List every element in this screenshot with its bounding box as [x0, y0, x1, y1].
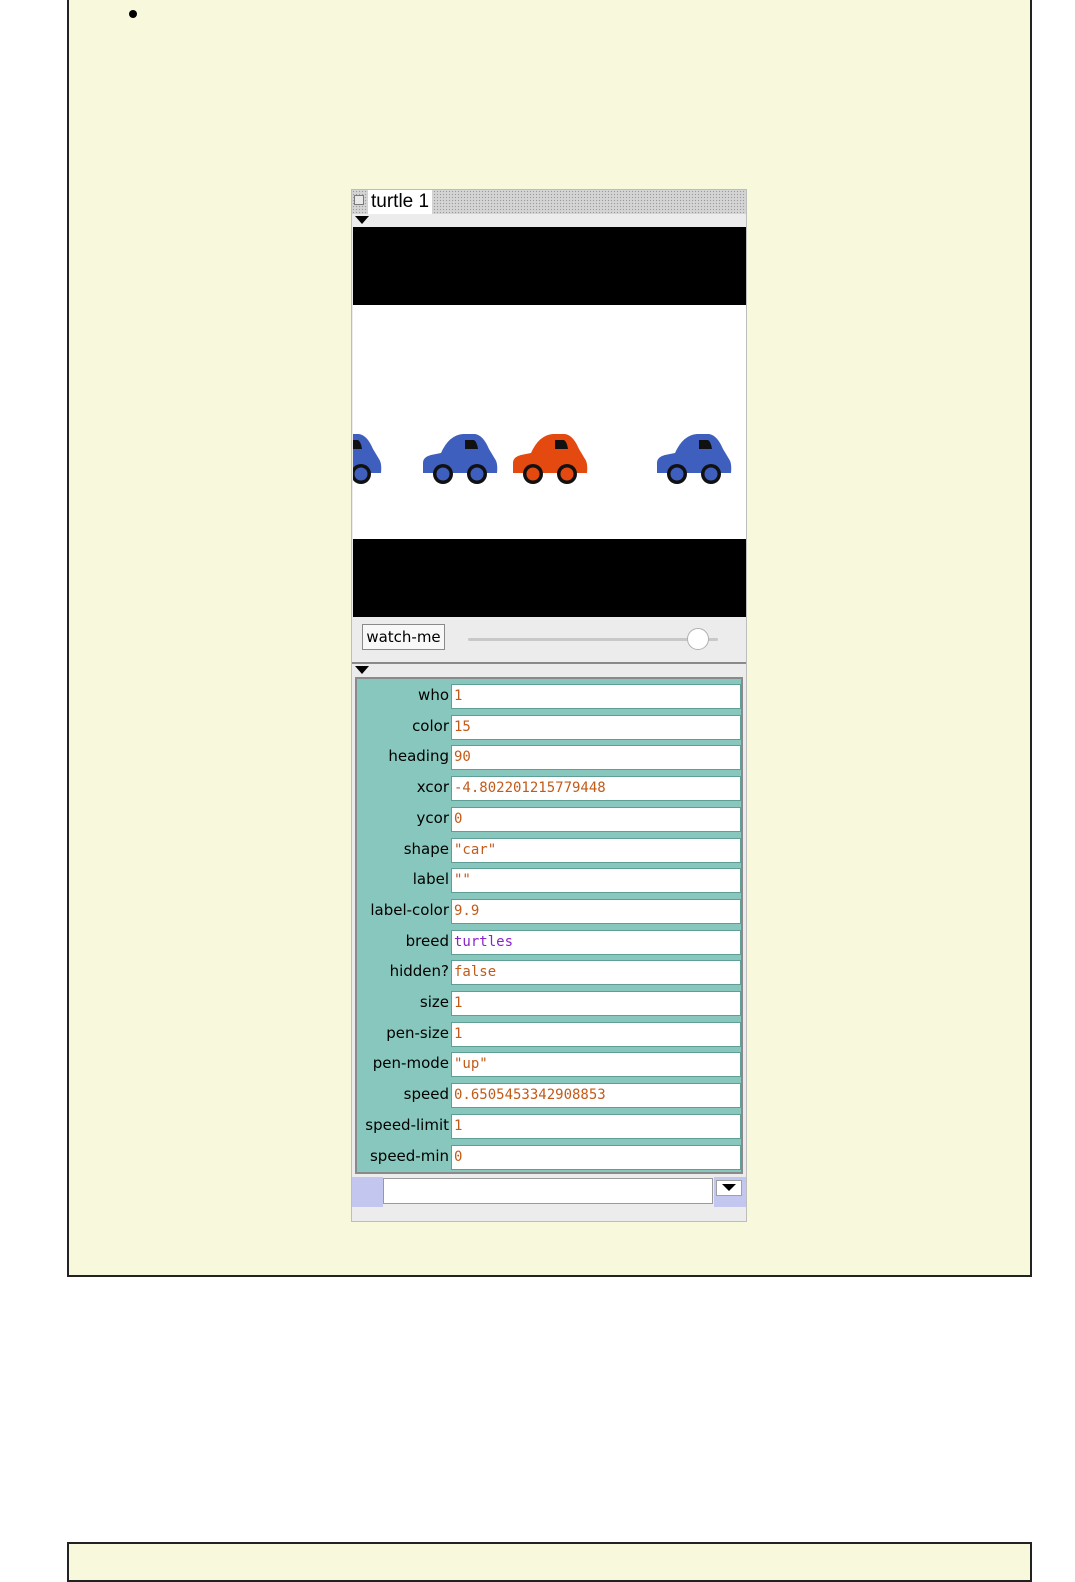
command-prompt-area	[352, 1177, 383, 1207]
variable-row	[357, 1143, 741, 1170]
variable-row	[357, 1050, 741, 1077]
variable-row	[357, 1112, 741, 1139]
variable-value-field[interactable]: 1	[451, 1114, 741, 1139]
watch-me-button[interactable]: watch-me	[362, 624, 445, 650]
variable-row	[357, 1081, 741, 1108]
title-bar[interactable]	[352, 190, 746, 214]
car-turtle[interactable]	[653, 429, 733, 493]
variable-label: shape	[403, 839, 449, 858]
variable-row	[357, 836, 741, 863]
variable-label: label	[412, 870, 449, 889]
variable-row	[357, 713, 741, 740]
command-history-area	[714, 1177, 746, 1207]
variable-label: speed	[403, 1085, 449, 1104]
turtle-view[interactable]	[353, 227, 746, 617]
variable-row	[357, 866, 741, 893]
variable-label: size	[419, 993, 449, 1011]
view-controls	[352, 618, 746, 662]
variable-row	[357, 743, 741, 770]
variable-row	[357, 928, 741, 955]
chevron-down-icon	[722, 1184, 736, 1191]
collapse-variables-triangle-icon[interactable]	[355, 666, 369, 674]
variable-label: ycor	[416, 808, 449, 827]
turtle-monitor-window	[351, 189, 747, 1222]
variable-label: xcor	[416, 778, 449, 797]
variable-value-field[interactable]: 9.9	[451, 899, 741, 924]
collapse-view-triangle-icon[interactable]	[355, 216, 369, 224]
variable-value-field[interactable]: -4.802201215779448	[451, 776, 741, 801]
variable-value-field[interactable]: "car"	[451, 838, 741, 863]
zoom-slider-track[interactable]	[468, 638, 718, 641]
variable-value-field[interactable]: 1	[451, 991, 741, 1016]
variable-label: heading	[388, 747, 449, 766]
variable-row	[357, 774, 741, 801]
variable-label: speed-min	[369, 1146, 449, 1165]
window-title: turtle 1	[368, 190, 432, 214]
variable-label: breed	[405, 931, 449, 950]
command-history-button[interactable]	[716, 1180, 742, 1196]
variables-panel	[355, 677, 743, 1174]
variable-value-field[interactable]: 15	[451, 715, 741, 740]
variable-row	[357, 958, 741, 985]
road	[353, 305, 746, 539]
car-turtle[interactable]	[353, 429, 383, 493]
variable-value-field[interactable]: false	[451, 960, 741, 985]
divider	[352, 662, 746, 664]
variable-label: speed-limit	[365, 1115, 449, 1134]
variable-label: pen-size	[386, 1023, 449, 1042]
variable-label: hidden?	[389, 962, 449, 981]
variable-label: who	[418, 686, 449, 704]
zoom-slider-thumb[interactable]	[687, 628, 709, 650]
variable-row	[357, 897, 741, 924]
variable-value-field[interactable]: turtles	[451, 930, 741, 955]
next-content-panel	[67, 1542, 1032, 1582]
variable-value-field[interactable]: 1	[451, 1022, 741, 1047]
command-row	[352, 1177, 746, 1207]
variable-row	[357, 805, 741, 832]
close-box-icon[interactable]	[354, 195, 364, 205]
variable-value-field[interactable]: 0.6505453342908853	[451, 1083, 741, 1108]
variable-label: label-color	[370, 900, 449, 919]
variable-value-field[interactable]: 0	[451, 1145, 741, 1170]
variable-value-field[interactable]: 90	[451, 745, 741, 770]
variable-value-field[interactable]: "up"	[451, 1052, 741, 1077]
variable-label: pen-mode	[372, 1054, 449, 1073]
car-turtle[interactable]	[509, 429, 589, 493]
list-bullet	[129, 10, 137, 18]
variable-value-field[interactable]: 1	[451, 684, 741, 709]
command-input[interactable]	[383, 1178, 713, 1204]
variable-value-field[interactable]: 0	[451, 807, 741, 832]
variable-row	[357, 989, 741, 1016]
variable-label: color	[412, 716, 449, 735]
car-turtle[interactable]	[419, 429, 499, 493]
variable-row	[357, 1020, 741, 1047]
variable-value-field[interactable]: ""	[451, 868, 741, 893]
variable-row	[357, 682, 741, 709]
